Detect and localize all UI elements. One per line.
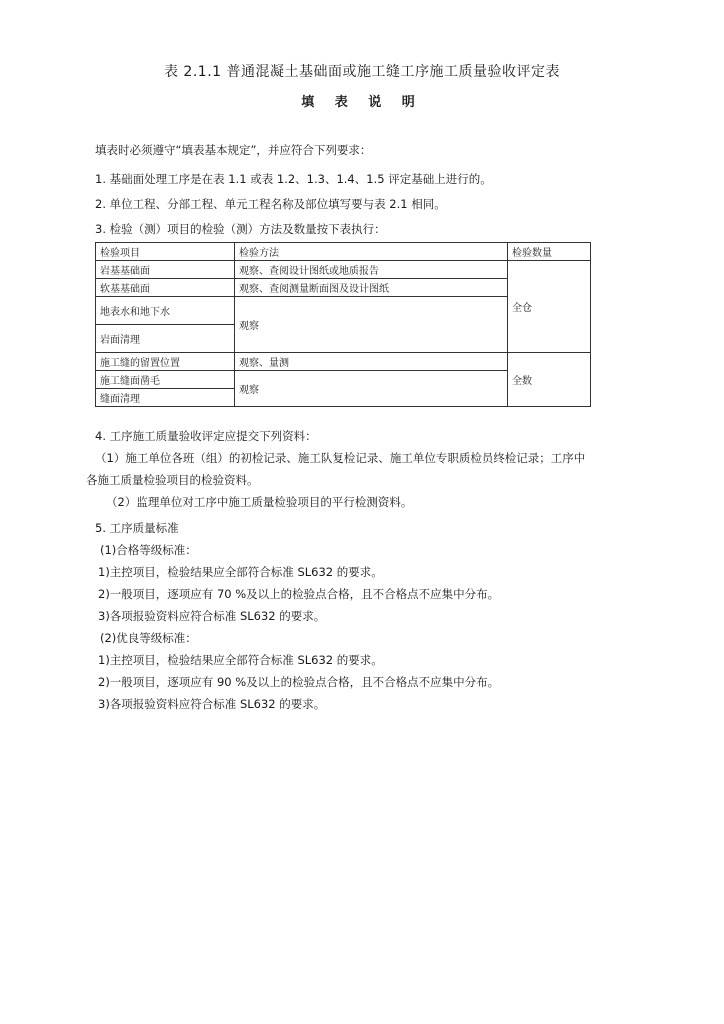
table-row (96, 353, 591, 371)
cell-quantity-group-2: 全数 (508, 353, 591, 407)
requirement-item-2: 2. 单位工程、分部工程、单元工程名称及部位填写要与表 2.1 相同。 (95, 197, 446, 211)
cell-method: 观察 (235, 371, 508, 407)
section-4-paragraph-1-continued: 各施工质量检验项目的检验资料。 (86, 473, 259, 487)
cell-item: 缝面清理 (96, 389, 235, 407)
cell-method: 观察、量测 (235, 353, 508, 371)
document-title: 表 2.1.1 普通混凝土基础面或施工缝工序施工质量验收评定表 (163, 64, 561, 80)
cell-method: 观察、查阅测量断面图及设计图纸 (235, 279, 508, 297)
excellent-standard-item-2: 2)一般项目，逐项应有 90 %及以上的检验点合格，且不合格点不应集中分布。 (98, 675, 500, 689)
cell-method: 观察、查阅设计图纸或地质报告 (235, 261, 508, 279)
intro-paragraph: 填表时必须遵守“填表基本规定”，并应符合下列要求： (95, 143, 372, 157)
section-4-heading: 4. 工序施工质量验收评定应提交下列资料： (95, 429, 317, 443)
document-subtitle: 填 表 说 明 (301, 95, 423, 110)
excellent-standard-item-3: 3)各项报验资料应符合标准 SL632 的要求。 (98, 697, 326, 711)
cell-item: 施工缝的留置位置 (96, 353, 235, 371)
qualified-standard-item-1: 1)主控项目，检验结果应全部符合标准 SL632 的要求。 (98, 565, 383, 579)
cell-item: 软基基础面 (96, 279, 235, 297)
cell-item: 地表水和地下水 (96, 297, 235, 325)
requirement-item-1: 1. 基础面处理工序是在表 1.1 或表 1.2、1.3、1.4、1.5 评定基础上进行的。 (95, 172, 492, 186)
excellent-standard-item-1: 1)主控项目，检验结果应全部符合标准 SL632 的要求。 (98, 653, 383, 667)
table-row (96, 261, 591, 279)
cell-method: 观察 (235, 297, 508, 353)
section-4-paragraph-1: （1）施工单位各班（组）的初检记录、施工队复检记录、施工单位专职质检员终检记录；工序中 (95, 451, 586, 465)
qualified-standard-heading: (1)合格等级标准： (100, 543, 197, 557)
inspection-table (95, 242, 591, 407)
section-4-paragraph-2: （2）监理单位对工序中施工质量检验项目的平行检测资料。 (106, 495, 413, 509)
cell-item: 岩面清理 (96, 325, 235, 353)
header-inspection-item: 检验项目 (96, 243, 235, 261)
requirement-item-3: 3. 检验（测）项目的检验（测）方法及数量按下表执行： (95, 222, 386, 236)
table-header-row (96, 243, 591, 261)
cell-quantity-group-1: 全仓 (508, 261, 591, 353)
cell-item: 岩基基础面 (96, 261, 235, 279)
qualified-standard-item-2: 2)一般项目，逐项应有 70 %及以上的检验点合格，且不合格点不应集中分布。 (98, 587, 500, 601)
cell-item: 施工缝面凿毛 (96, 371, 235, 389)
excellent-standard-heading: (2)优良等级标准： (100, 631, 197, 645)
header-inspection-quantity: 检验数量 (508, 243, 591, 261)
header-inspection-method: 检验方法 (235, 243, 508, 261)
section-5-heading: 5. 工序质量标准 (95, 521, 179, 535)
qualified-standard-item-3: 3)各项报验资料应符合标准 SL632 的要求。 (98, 609, 326, 623)
